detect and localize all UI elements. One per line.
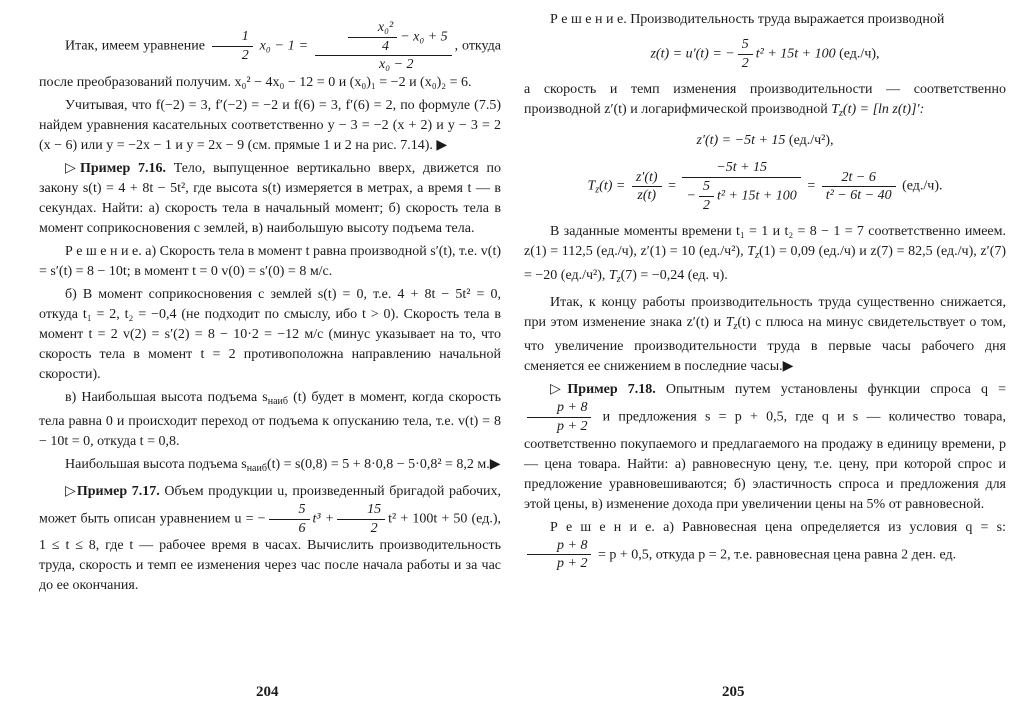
fraction-denominator: 2: [741, 55, 749, 71]
text-run: Р е ш е н и е. а) Равновесная цена определяется из условия q = s:: [550, 519, 1006, 535]
fraction-denominator: 6: [298, 520, 306, 536]
equals-sign: =: [807, 179, 816, 195]
fraction-five-halves: [738, 37, 753, 71]
paragraph-tangent-equation: [39, 20, 501, 93]
subscript-naib: наиб: [246, 463, 267, 475]
text-run: T: [587, 179, 596, 195]
subscript-z: z: [595, 185, 600, 197]
example-7-18: [524, 380, 1006, 514]
fraction-demand: [527, 400, 591, 434]
fraction-denominator: [682, 178, 800, 213]
right-book-page: [524, 10, 1006, 575]
text-run: (t) = [ln z(t)]′:: [842, 102, 925, 118]
page-number-left: 204: [256, 684, 279, 700]
fraction-numerator: 1: [212, 29, 253, 47]
text-run: t³ +: [312, 511, 335, 527]
fraction-fifteen-halves: [337, 502, 385, 536]
equals-sign: =: [668, 179, 676, 195]
solution-7-16-v: [39, 388, 501, 452]
text-run: и предложения s = p + 0,5, где q и s — количество товара, соответственно покупаемого и предлагаемого на продажу в единицу времени, p — цена товара. Найти: а) равновесную цену, т.е. цену, при которой спрос и предложение уравновешиваются; б) эластичность спроса и предложения для этой цены, в) изменение дохода при увеличении цены на 5% от равновесной.: [524, 409, 1006, 512]
fraction-denominator: p + 2: [557, 556, 588, 572]
formula-productivity: [524, 37, 1006, 71]
text-run: (1) = 0,09 (ед./ч) и z(7) = 82,5 (ед./ч), z′(7) = −20 (ед./ч²),: [524, 244, 1007, 284]
formula-z-prime: [524, 131, 1006, 151]
text-run: (t) = s(0,8) = 5 + 8·0,8 − 5·0,8² = 8,2 м.▶: [266, 457, 501, 473]
fraction-middle: [682, 160, 800, 213]
fraction-denominator: p + 2: [557, 419, 588, 435]
text-run: T: [747, 244, 756, 260]
text-run: б) В момент соприкосновения с землей s(t) = 0, т.е. 4 + 8t − 5t² = 0, откуда t₁ = 2, t₂ = −0,4 (не подходит по смыслу, ибо t > 0). Скорость тела в момент t = 2 v(2) = s′(2) = 8 − 10·2 = −12 м/с (минус указывает на то, что скорость тела в момент t = 2 противоположна направлению начальной скорости).: [39, 287, 501, 383]
text-run: Итак, к концу работы производительность труда существенно снижается, при этом изменение знака z′(t) и: [524, 295, 1006, 331]
example-7-16: [39, 159, 501, 239]
subscript-z: z: [839, 108, 843, 120]
paragraph-given-moments: [524, 222, 1006, 290]
text-run: Опытным путем установлены функции спроса q =: [665, 382, 1007, 398]
text-run: − x₀ + 5: [400, 29, 448, 45]
fraction-numerator: z′(t): [632, 170, 662, 188]
example-7-17: [39, 482, 501, 596]
fraction-denominator: 2: [702, 197, 710, 213]
formula-tempo: [524, 160, 1006, 213]
text-run: Объем продукции u, произведенный бригадой рабочих, может быть описан уравнением u = −: [39, 484, 502, 527]
text-run: В заданные моменты времени t₁ = 1 и t₂ = 8 − 1 = 7 соответственно имеем. z(1) = 112,5 (ед./ч), z′(1) = 10 (ед./ч²),: [524, 224, 1006, 260]
nested-fraction-five-halves: [699, 179, 714, 213]
text-run: x₀ − 1 =: [259, 38, 309, 54]
text-run: z(t) = u′(t) = −: [650, 46, 735, 62]
text-run: Итак, имеем уравнение: [65, 38, 205, 54]
text-run: T: [831, 102, 840, 118]
text-run: T: [608, 268, 617, 284]
fraction-zprime-over-z: [632, 170, 662, 204]
units-label: (ед./ч),: [839, 46, 880, 62]
page-number-right: 205: [722, 684, 745, 700]
text-run: (t) =: [599, 179, 626, 195]
fraction-one-half: [212, 29, 253, 63]
fraction-denominator: 2: [241, 48, 249, 64]
text-run: z′(t) = −5t + 15: [696, 133, 786, 149]
text-run: Учитывая, что f(−2) = 3, f′(−2) = −2 и f(6) = 3, f′(6) = 2, по формуле (7.5) найдем уравнения касательных соответственно y − 3 = −2 (x + 2) и y − 3 = 2 (x − 6) или y = −2x − 1 и y = 2x − 9 (см. прямые 1 и 2 на рис. 7.14). ▶: [39, 98, 501, 154]
fraction-numerator: 5: [699, 179, 714, 197]
left-book-page: [39, 20, 501, 599]
fraction-denominator: 4: [382, 38, 390, 54]
text-run: (t) с плюса на минус свидетельствует о том, что увеличение производительности труда в первые часы рабочего дня сменяется ее снижением в последние часы.▶: [524, 315, 1006, 375]
text-run: t² + 15t + 100: [716, 188, 797, 204]
example-7-16-label: ▷Пример 7.16.: [65, 161, 166, 177]
subscript-z: z: [733, 321, 738, 333]
text-run: Наибольшая высота подъема s: [65, 457, 247, 473]
paragraph-tangent-lines: [39, 96, 501, 156]
fraction-numerator: 5: [269, 502, 310, 520]
units-label: (ед./ч²),: [788, 133, 834, 149]
fraction-denominator: t² − 6t − 40: [825, 188, 892, 204]
fraction-denominator: x₀ − 2: [379, 57, 414, 73]
example-7-17-label: ▷Пример 7.17.: [65, 484, 160, 500]
solution-7-16-b: [39, 285, 501, 385]
fraction-numerator: x₀²: [348, 20, 397, 38]
paragraph-conclusion: [524, 293, 1006, 377]
fraction-five-sixths: [269, 502, 310, 536]
fraction-numerator: 5: [738, 37, 753, 55]
solution-7-17-intro: [524, 10, 1006, 30]
text-run: (7) = −0,24 (ед. ч).: [620, 268, 728, 284]
fraction-denominator: z(t): [637, 188, 657, 204]
text-run: Р е ш е н и е. а) Скорость тела в момент t равна производной s′(t), т.е. v(t) = s′(t) = 8 − 10t; в момент t = 0 v(0) = s′(0) = 8 м/с.: [39, 244, 501, 280]
text-run: в) Наибольшая высота подъема s: [65, 390, 268, 406]
text-run: (t) будет в момент, когда скорость тела равна 0 и происходит переход от подъема к опусканию тела, т.е. v(t) = 8 − 10t = 0, откуда t = 0,8.: [39, 390, 501, 450]
fraction-denominator: 2: [370, 520, 378, 536]
subscript-naib: наиб: [267, 396, 288, 408]
subscript-z: z: [755, 250, 759, 262]
fraction-numerator: 15: [337, 502, 385, 520]
text-run: Тело, выпущенное вертикально вверх, движется по закону s(t) = 4 + 8t − 5t², где высота s(t) измеряется в метрах, а время t — в секундах. Найти: а) скорость тела в начальный момент; б) скорость тела в момент соприкосновения с землей, в) наибольшую высоту подъема тела.: [39, 161, 502, 237]
solution-7-16-a: [39, 242, 501, 282]
fraction-numerator: [315, 20, 452, 56]
solution-7-18-a: [524, 518, 1006, 572]
text-run: −: [686, 188, 696, 204]
text-run: t² + 100t + 50 (ед.), 1 ≤ t ≤ 8, где t — рабочее время в часах. Вычислить производительность труда, скорость и темп ее изменения через час после начала работы и за час до ее окончания.: [39, 511, 501, 594]
units-label: (ед./ч).: [902, 179, 943, 195]
paragraph-rate-and-tempo: [524, 80, 1006, 124]
example-7-18-label: ▷Пример 7.18.: [550, 382, 656, 398]
subscript-z: z: [616, 274, 621, 286]
text-run: t² + 15t + 100: [755, 46, 836, 62]
fraction-numerator: 2t − 6: [822, 170, 896, 188]
text-run: а скорость и темп изменения производительности — соответственно производной z′(t) и логарифмической производной: [524, 82, 1006, 118]
fraction-simplified: [822, 170, 896, 204]
fraction-numerator: −5t + 15: [682, 160, 800, 178]
text-run: = p + 0,5, откуда p = 2, т.е. равновесная цена равна 2 ден. ед.: [597, 547, 957, 563]
big-fraction: [315, 20, 452, 73]
fraction-equilibrium: [527, 538, 591, 572]
text-run: Р е ш е н и е. Производительность труда выражается производной: [550, 12, 945, 27]
fraction-numerator: p + 8: [527, 400, 591, 418]
max-height-result: [39, 455, 501, 479]
text-run: T: [725, 315, 734, 331]
text-run: , откуда после преобразований получим. x₀² − 4x₀ − 12 = 0 и (x₀)₁ = −2 и (x₀)₂ = 6.: [39, 38, 501, 91]
fraction-numerator: p + 8: [527, 538, 591, 556]
nested-fraction: [348, 20, 397, 54]
